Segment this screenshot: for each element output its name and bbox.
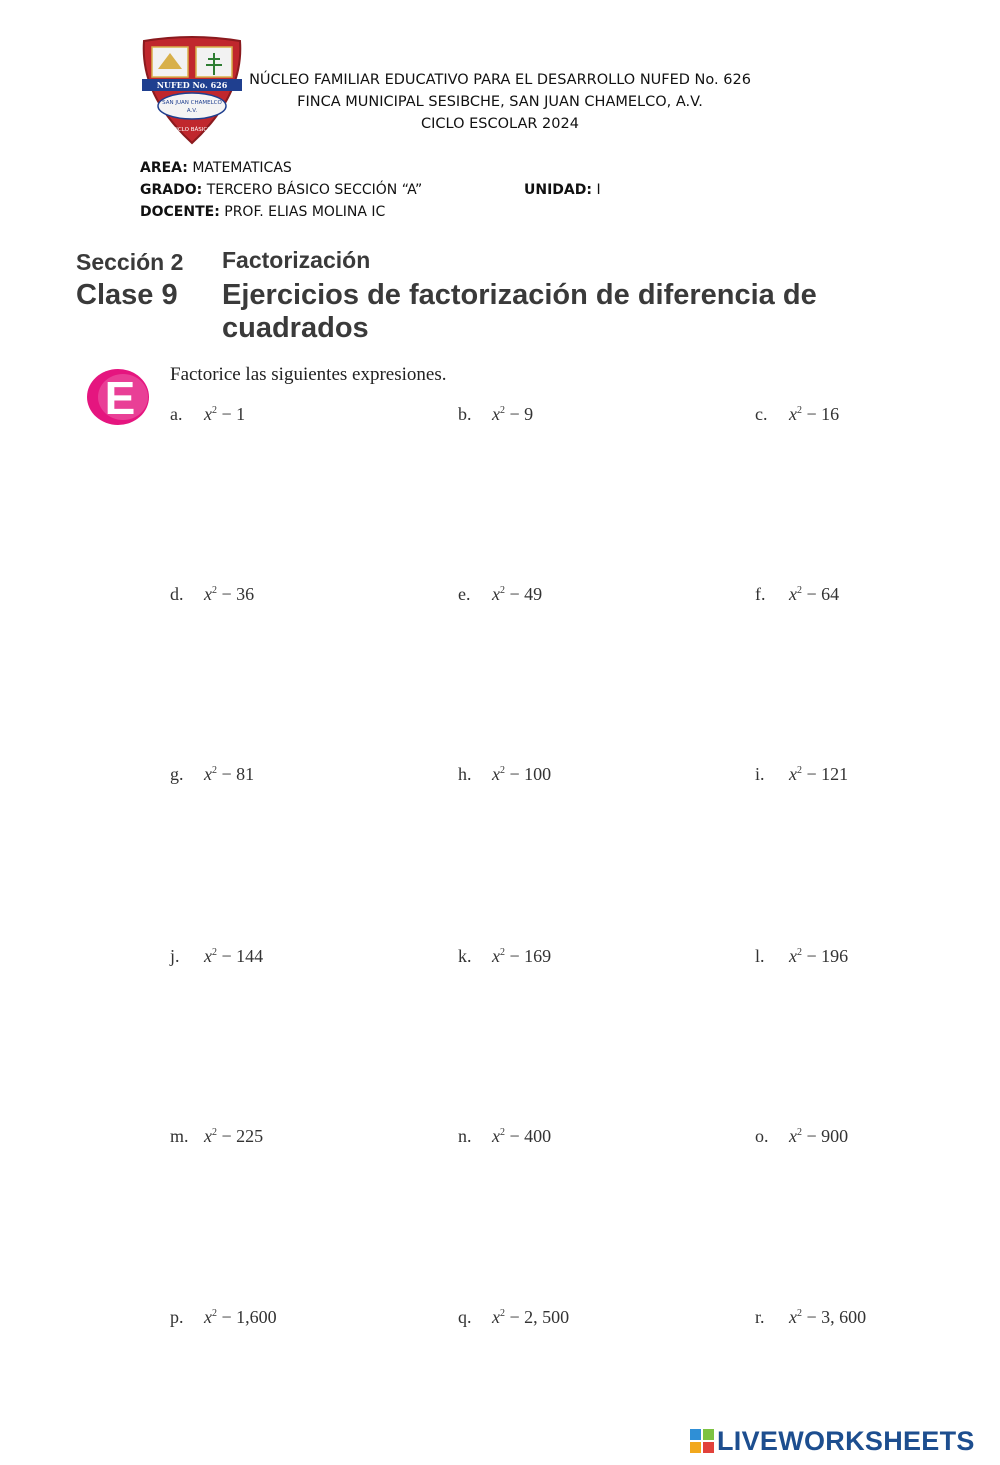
exercise-item: [755, 1126, 848, 1147]
exercise-remainder: − 16: [802, 404, 840, 424]
exercise-exponent: 2: [797, 765, 802, 776]
exercise-expression: [204, 584, 254, 604]
exercise-label: b.: [458, 404, 472, 424]
exercise-variable: x: [789, 584, 797, 604]
instructions-text: Factorice las siguientes expresiones.: [170, 364, 447, 385]
exercise-remainder: − 1,600: [217, 1307, 277, 1327]
exercise-expression: [492, 764, 551, 784]
unidad-value: I: [596, 182, 601, 198]
exercise-item: [458, 764, 551, 785]
exercise-variable: x: [492, 1307, 500, 1327]
exercise-variable: x: [204, 404, 212, 424]
exercise-exponent: 2: [212, 1127, 217, 1138]
exercise-variable: x: [492, 404, 500, 424]
exercise-item: [170, 1307, 277, 1328]
exercise-variable: x: [789, 1126, 797, 1146]
area-row: [140, 160, 292, 176]
seccion-label: Sección 2: [76, 249, 184, 275]
exercise-exponent: 2: [500, 765, 505, 776]
exercise-label: p.: [170, 1307, 184, 1327]
exercise-item: [170, 1126, 263, 1147]
exercise-label: h.: [458, 764, 472, 784]
grado-value: TERCERO BÁSICO SECCIÓN “A”: [206, 182, 423, 198]
unidad-label: UNIDAD:: [524, 182, 592, 198]
exercise-remainder: − 400: [505, 1126, 552, 1146]
exercise-exponent: 2: [212, 585, 217, 596]
exercise-exponent: 2: [212, 1308, 217, 1319]
exercise-label: k.: [458, 946, 472, 966]
liveworksheets-live-icon: [690, 1429, 714, 1453]
exercise-exponent: 2: [212, 947, 217, 958]
exercise-item: [458, 1126, 551, 1147]
crest-middle-text-2: A.V.: [186, 108, 198, 114]
exercise-label: q.: [458, 1307, 472, 1327]
grado-label: GRADO:: [140, 182, 203, 198]
exercise-label: l.: [755, 946, 765, 966]
exercise-e-badge-icon: [85, 366, 155, 428]
exercise-expression: [492, 584, 542, 604]
exercise-item: [170, 404, 245, 425]
exercise-exponent: 2: [212, 405, 217, 416]
exercise-remainder: − 100: [505, 764, 552, 784]
exercise-variable: x: [204, 1307, 212, 1327]
exercise-variable: x: [789, 946, 797, 966]
exercise-label: e.: [458, 584, 471, 604]
exercise-remainder: − 2, 500: [505, 1307, 570, 1327]
exercise-label: g.: [170, 764, 184, 784]
exercise-label: c.: [755, 404, 768, 424]
exercise-variable: x: [204, 764, 212, 784]
exercise-remainder: − 196: [802, 946, 849, 966]
exercise-expression: [789, 946, 848, 966]
exercise-exponent: 2: [797, 947, 802, 958]
seccion-title: Factorización: [222, 247, 371, 273]
exercise-exponent: 2: [797, 405, 802, 416]
exercise-exponent: 2: [797, 1127, 802, 1138]
exercise-variable: x: [204, 584, 212, 604]
exercise-expression: [789, 584, 839, 604]
exercise-remainder: − 121: [802, 764, 849, 784]
exercise-variable: x: [789, 764, 797, 784]
exercise-variable: x: [204, 1126, 212, 1146]
exercise-expression: [789, 764, 848, 784]
exercise-expression: [204, 1126, 263, 1146]
exercise-expression: [204, 764, 254, 784]
unidad-row: [524, 182, 601, 198]
school-crest-logo: [138, 35, 246, 147]
exercise-variable: x: [789, 1307, 797, 1327]
exercise-label: j.: [170, 946, 180, 966]
clase-title-line-1: Ejercicios de factorización de diferencia de: [222, 279, 817, 311]
exercise-expression: [492, 404, 533, 424]
exercise-remainder: − 900: [802, 1126, 849, 1146]
clase-label: Clase 9: [76, 279, 178, 311]
area-label: AREA:: [140, 160, 188, 176]
exercise-expression: [204, 946, 263, 966]
grado-row: [140, 182, 422, 198]
exercise-item: [458, 404, 533, 425]
exercise-item: [458, 584, 542, 605]
exercise-exponent: 2: [797, 585, 802, 596]
exercise-remainder: − 144: [217, 946, 264, 966]
exercise-expression: [492, 1307, 569, 1327]
docente-value: PROF. ELIAS MOLINA IC: [224, 204, 386, 220]
liveworksheets-logo: [690, 1424, 975, 1458]
clase-title-line-2: cuadrados: [222, 312, 369, 344]
exercise-expression: [204, 404, 245, 424]
exercise-label: r.: [755, 1307, 765, 1327]
exercise-item: [755, 1307, 866, 1328]
exercise-variable: x: [492, 1126, 500, 1146]
area-value: MATEMATICAS: [192, 160, 292, 176]
exercise-remainder: − 1: [217, 404, 246, 424]
exercise-variable: x: [204, 946, 212, 966]
header-line-1: NÚCLEO FAMILIAR EDUCATIVO PARA EL DESARROLLO NUFED No. 626: [249, 72, 751, 88]
exercise-expression: [789, 404, 839, 424]
docente-label: DOCENTE:: [140, 204, 220, 220]
exercise-remainder: − 81: [217, 764, 255, 784]
exercise-item: [170, 946, 263, 967]
exercise-label: i.: [755, 764, 765, 784]
exercise-remainder: − 169: [505, 946, 552, 966]
exercise-exponent: 2: [212, 765, 217, 776]
exercise-exponent: 2: [500, 585, 505, 596]
exercise-expression: [492, 946, 551, 966]
exercise-item: [170, 584, 254, 605]
exercise-item: [170, 764, 254, 785]
exercise-item: [755, 584, 839, 605]
exercise-item: [755, 946, 848, 967]
exercise-exponent: 2: [500, 1308, 505, 1319]
crest-top-text: NUFED No. 626: [156, 80, 228, 90]
exercise-expression: [204, 1307, 277, 1327]
brand-name: LIVEWORKSHEETS: [717, 1425, 975, 1456]
exercise-item: [458, 946, 551, 967]
exercise-label: f.: [755, 584, 766, 604]
exercise-exponent: 2: [797, 1308, 802, 1319]
exercise-expression: [789, 1307, 866, 1327]
exercise-label: o.: [755, 1126, 769, 1146]
exercise-variable: x: [492, 764, 500, 784]
crest-bottom-text: CICLO BÁSICO: [172, 127, 212, 133]
exercise-exponent: 2: [500, 947, 505, 958]
exercise-label: d.: [170, 584, 184, 604]
exercise-exponent: 2: [500, 405, 505, 416]
exercise-remainder: − 49: [505, 584, 543, 604]
badge-letter: E: [104, 372, 136, 424]
exercise-label: n.: [458, 1126, 472, 1146]
exercise-remainder: − 225: [217, 1126, 264, 1146]
exercise-item: [755, 404, 839, 425]
exercise-exponent: 2: [500, 1127, 505, 1138]
exercise-remainder: − 3, 600: [802, 1307, 867, 1327]
crest-middle-text-1: SAN JUAN CHAMELCO: [162, 100, 222, 106]
exercise-label: m.: [170, 1126, 189, 1146]
exercise-remainder: − 9: [505, 404, 534, 424]
header-line-2: FINCA MUNICIPAL SESIBCHE, SAN JUAN CHAMELCO, A.V.: [297, 94, 703, 110]
exercise-remainder: − 64: [802, 584, 840, 604]
exercise-label: a.: [170, 404, 183, 424]
exercise-variable: x: [492, 584, 500, 604]
header-line-3: CICLO ESCOLAR 2024: [421, 116, 579, 132]
docente-row: [140, 204, 385, 220]
exercise-item: [755, 764, 848, 785]
exercise-expression: [789, 1126, 848, 1146]
exercise-expression: [492, 1126, 551, 1146]
exercise-item: [458, 1307, 569, 1328]
exercise-variable: x: [492, 946, 500, 966]
exercise-remainder: − 36: [217, 584, 255, 604]
exercise-variable: x: [789, 404, 797, 424]
